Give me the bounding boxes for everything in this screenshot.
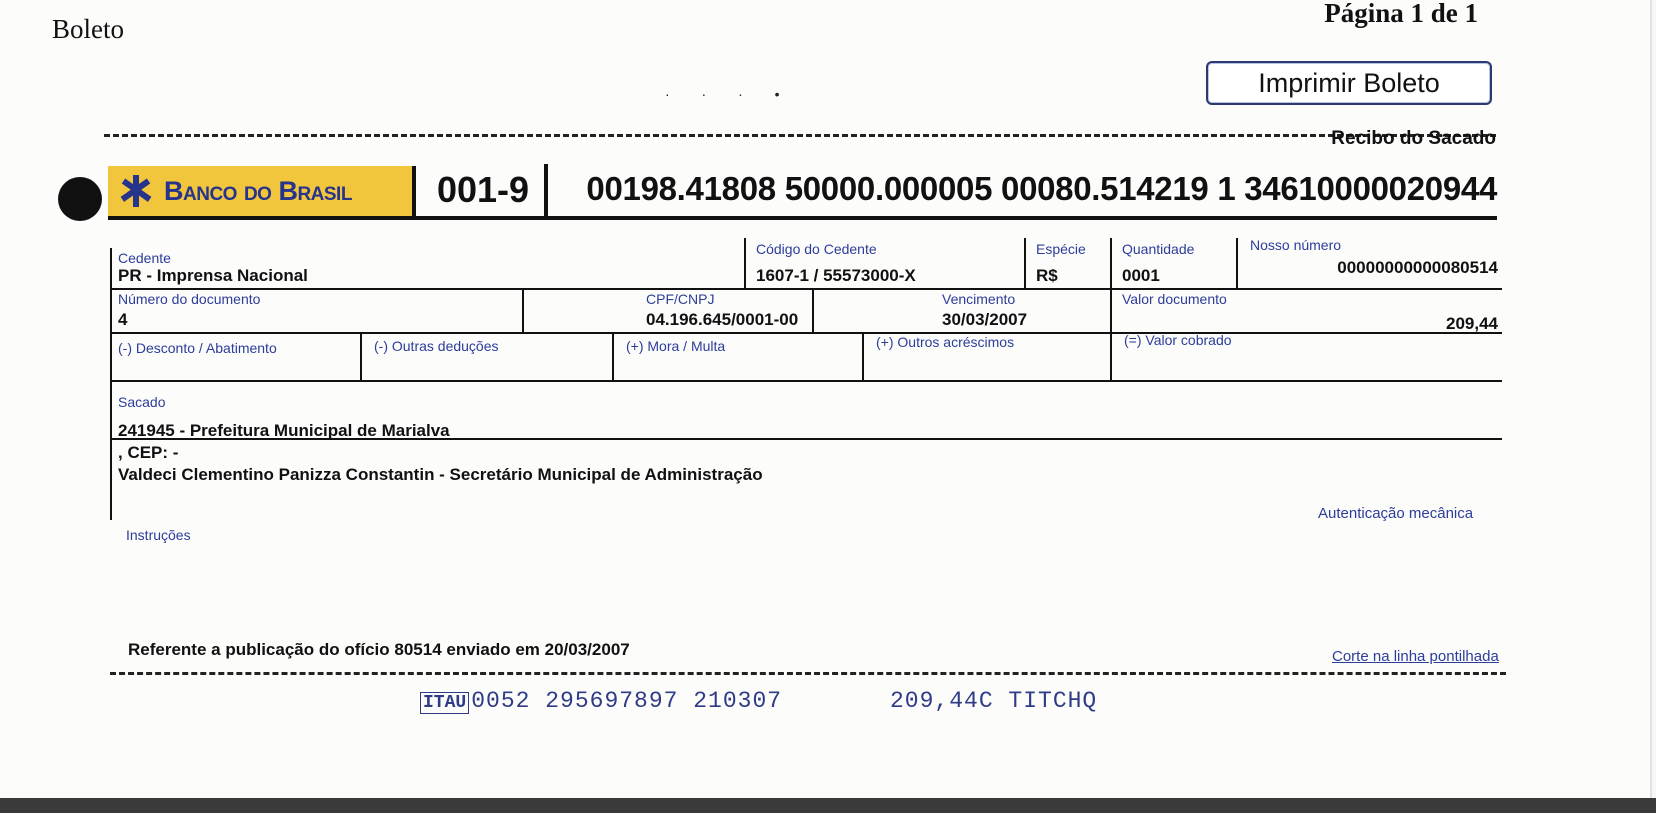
page-number: Página 1 de 1 — [1324, 0, 1478, 28]
outras-deducoes-label: (-) Outras deduções — [374, 338, 499, 354]
bank-name: Banco do Brasil — [164, 175, 352, 206]
decorative-dots: · · · • — [665, 86, 794, 102]
desconto-cell — [112, 332, 360, 380]
linha-digitavel: 00198.41808 50000.000005 00080.514219 1 34610000020944 — [586, 170, 1497, 207]
desconto-label: (-) Desconto / Abatimento — [118, 340, 277, 356]
outras-deducoes-cell — [360, 332, 612, 380]
instrucoes-label: Instruções — [126, 527, 191, 543]
outros-acrescimos-cell — [862, 332, 1110, 380]
numero-documento-label: Número do documento — [118, 291, 261, 307]
bank-logo-icon — [116, 171, 156, 211]
boleto-form — [110, 237, 1502, 520]
mora-multa-cell — [612, 332, 862, 380]
scan-edge — [0, 798, 1656, 813]
quantidade-label: Quantidade — [1122, 241, 1195, 257]
nosso-numero-value: 00000000000080514 — [1337, 258, 1498, 277]
corte-label: Corte na linha pontilhada — [1332, 648, 1499, 665]
sacado-line-1: 241945 - Prefeitura Municipal de Marialva — [118, 421, 450, 440]
sacado-line-3: Valdeci Clementino Panizza Constantin - Secretário Municipal de Administração — [118, 465, 763, 484]
cpf-cnpj-cell — [522, 288, 812, 332]
stamp-code: 0052 295697897 210307 — [471, 688, 783, 714]
vencimento-value: 30/03/2007 — [942, 310, 1028, 329]
codigo-cedente-label: Código do Cedente — [756, 241, 877, 257]
cedente-label: Cedente — [118, 250, 171, 266]
especie-value: R$ — [1036, 266, 1058, 285]
boleto-header-row — [108, 164, 1497, 220]
valor-documento-cell — [1110, 288, 1502, 332]
stamp-bank-mark: ITAU — [420, 692, 469, 714]
numero-documento-cell — [112, 288, 522, 332]
especie-label: Espécie — [1036, 241, 1086, 257]
quantidade-cell — [1110, 238, 1236, 288]
codigo-cedente-value: 1607-1 / 55573000-X — [756, 266, 916, 285]
dashed-cut-line — [110, 672, 1506, 675]
vencimento-cell — [812, 288, 1110, 332]
especie-cell — [1024, 238, 1110, 288]
cpf-cnpj-label: CPF/CNPJ — [646, 291, 715, 307]
cpf-cnpj-value: 04.196.645/0001-00 — [646, 310, 799, 329]
mora-multa-label: (+) Mora / Multa — [626, 338, 726, 354]
outros-acrescimos-label: (+) Outros acréscimos — [876, 334, 1015, 350]
sacado-label: Sacado — [118, 394, 166, 410]
numero-documento-value: 4 — [118, 310, 128, 329]
referente-text: Referente a publicação do ofício 80514 enviado em 20/03/2007 — [128, 640, 630, 659]
dashed-divider-top — [104, 134, 1496, 137]
quantidade-value: 0001 — [1122, 266, 1160, 285]
bank-logo — [108, 166, 416, 216]
valor-cobrado-label: (=) Valor cobrado — [1124, 332, 1232, 348]
autenticacao-label: Autenticação mecânica — [1318, 505, 1474, 522]
valor-cobrado-cell — [1110, 332, 1502, 380]
sacado-line-2: , CEP: - — [118, 443, 179, 462]
sacado-cell — [112, 380, 1502, 520]
codigo-cedente-cell — [744, 238, 1024, 288]
bank-code: 001-9 — [422, 164, 548, 216]
stamp-amount: 209,44C TITCHQ — [890, 688, 1098, 714]
sacado-details — [118, 420, 763, 486]
cedente-value: PR - Imprensa Nacional — [118, 266, 308, 285]
page-title: Boleto — [52, 14, 124, 44]
recibo-label: Recibo do Sacado — [1331, 128, 1496, 149]
bank-stamp — [420, 688, 782, 714]
print-boleto-button[interactable]: Imprimir Boleto — [1206, 61, 1492, 105]
valor-documento-value: 209,44 — [1446, 314, 1498, 333]
valor-documento-label: Valor documento — [1122, 291, 1227, 307]
vencimento-label: Vencimento — [942, 291, 1016, 307]
nosso-numero-label: Nosso número — [1250, 237, 1342, 253]
cedente-cell — [112, 238, 744, 288]
nosso-numero-cell — [1236, 234, 1502, 288]
punch-hole — [58, 177, 102, 221]
